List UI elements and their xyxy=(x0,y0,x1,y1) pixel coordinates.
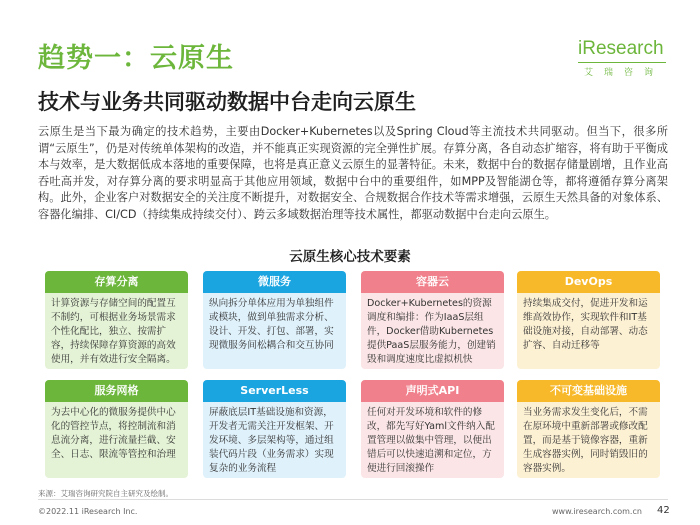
card-title: 不可变基础设施 xyxy=(517,380,660,402)
card-title: 容器云 xyxy=(361,271,504,293)
card-body: 任何对开发环境和软件的修改，都先写好Yaml文件纳入配置管理以做集中管理，以便出错后可以快速追溯和定位，方便进行回滚操作 xyxy=(367,407,495,474)
logo-divider xyxy=(578,62,666,63)
logo-brand: iResearch xyxy=(578,38,664,59)
iresearch-logo xyxy=(578,38,668,82)
page-number: 42 xyxy=(657,505,670,516)
card-body: 当业务需求发生变化后，不需在原环境中重新部署或修改配置，而是基于镜像容器，重新生成容器实例，同时销毁旧的容器实例。 xyxy=(523,407,648,474)
card-title: DevOps xyxy=(517,271,660,293)
card-immutable-infrastructure xyxy=(517,380,660,478)
card-declarative-api xyxy=(361,380,504,478)
card-title: ServerLess xyxy=(203,380,346,402)
card-title: 存算分离 xyxy=(45,271,188,293)
card-serverless xyxy=(203,380,346,478)
intro-paragraph: 云原生是当下最为确定的技术趋势，主要由Docker+Kubernetes以及Spring Cloud等主流技术共同驱动。但当下，很多所谓“云原生”，仍是对传统单体架构的改造，并不能真正实现资源的完全弹性扩展。存算分离，各自动态扩缩容，将有助于平衡成本与效率，是大数据低成本落地的重要保障，也将是真正意义云原生的显著特征。未来，数据中台的数据存储量剧增，且作业高吞吐高并发，对存算分离的要求明显高于其他应用领域，数据中台中的重要组件，如MPP及智能湖仓等，都将遵循存算分离架构。此外，企业客户对数据安全的关注度不断提升，对数据安全、合规数据合作技术等需求增强，云原生天然具备的对象体系、容器化编排、CI/CD（持续集成持续交付）、跨云多域数据治理等技术属性，都驱动数据中台走向云原生。 xyxy=(38,125,668,221)
logo-tagline: 艾瑞咨询 xyxy=(584,68,665,78)
card-title: 声明式API xyxy=(361,380,504,402)
card-title: 微服务 xyxy=(203,271,346,293)
card-devops xyxy=(517,271,660,369)
footer-divider xyxy=(38,499,668,500)
card-service-mesh xyxy=(45,380,188,478)
section-title: 云原生核心技术要素 xyxy=(289,249,411,265)
card-body: 持续集成交付，促进开发和运维高效协作，实现软件和IT基础设施对接，自动部署、动态扩容、自动迁移等 xyxy=(523,298,648,351)
copyright: ©2022.11 iResearch Inc. xyxy=(38,507,138,516)
card-body: 屏蔽底层IT基础设施和资源，开发者无需关注开发框架、开发环境、多层架构等，通过组装代码片段（业务需求）实现复杂的业务流程 xyxy=(209,407,334,474)
page-subtitle: 技术与业务共同驱动数据中台走向云原生 xyxy=(38,90,416,114)
source-note: 来源：艾瑞咨询研究院自主研究及绘制。 xyxy=(38,489,173,498)
card-body: 纵向拆分单体应用为单独组件或模块，做到单独需求分析、设计、开发、打包、部署，实现微服务间松耦合和交互协同 xyxy=(209,298,334,351)
card-container-cloud xyxy=(361,271,504,369)
card-storage-compute-separation xyxy=(45,271,188,369)
card-body: 为去中心化的微服务提供中心化的管控节点，将控制流和消息流分离，进行流量拦截、安全、日志、限流等管控和治理 xyxy=(51,407,176,460)
card-microservices xyxy=(203,271,346,369)
website-link[interactable]: www.iresearch.com.cn xyxy=(552,507,642,516)
page-title: 趋势一：云原生 xyxy=(38,43,234,74)
card-body: 计算资源与存储空间的配置互不制约，可根据业务场景需求个性化配比，独立、按需扩容，持续保障存算资源的高效使用，并有效进行安全隔离。 xyxy=(51,298,176,365)
card-title: 服务网格 xyxy=(45,380,188,402)
card-body: Docker+Kubernetes的资源调度和编排：作为IaaS层组件，Docker借助Kubernetes提供PaaS层服务能力，创建销毁和调度速度比虚拟机快 xyxy=(367,298,496,365)
